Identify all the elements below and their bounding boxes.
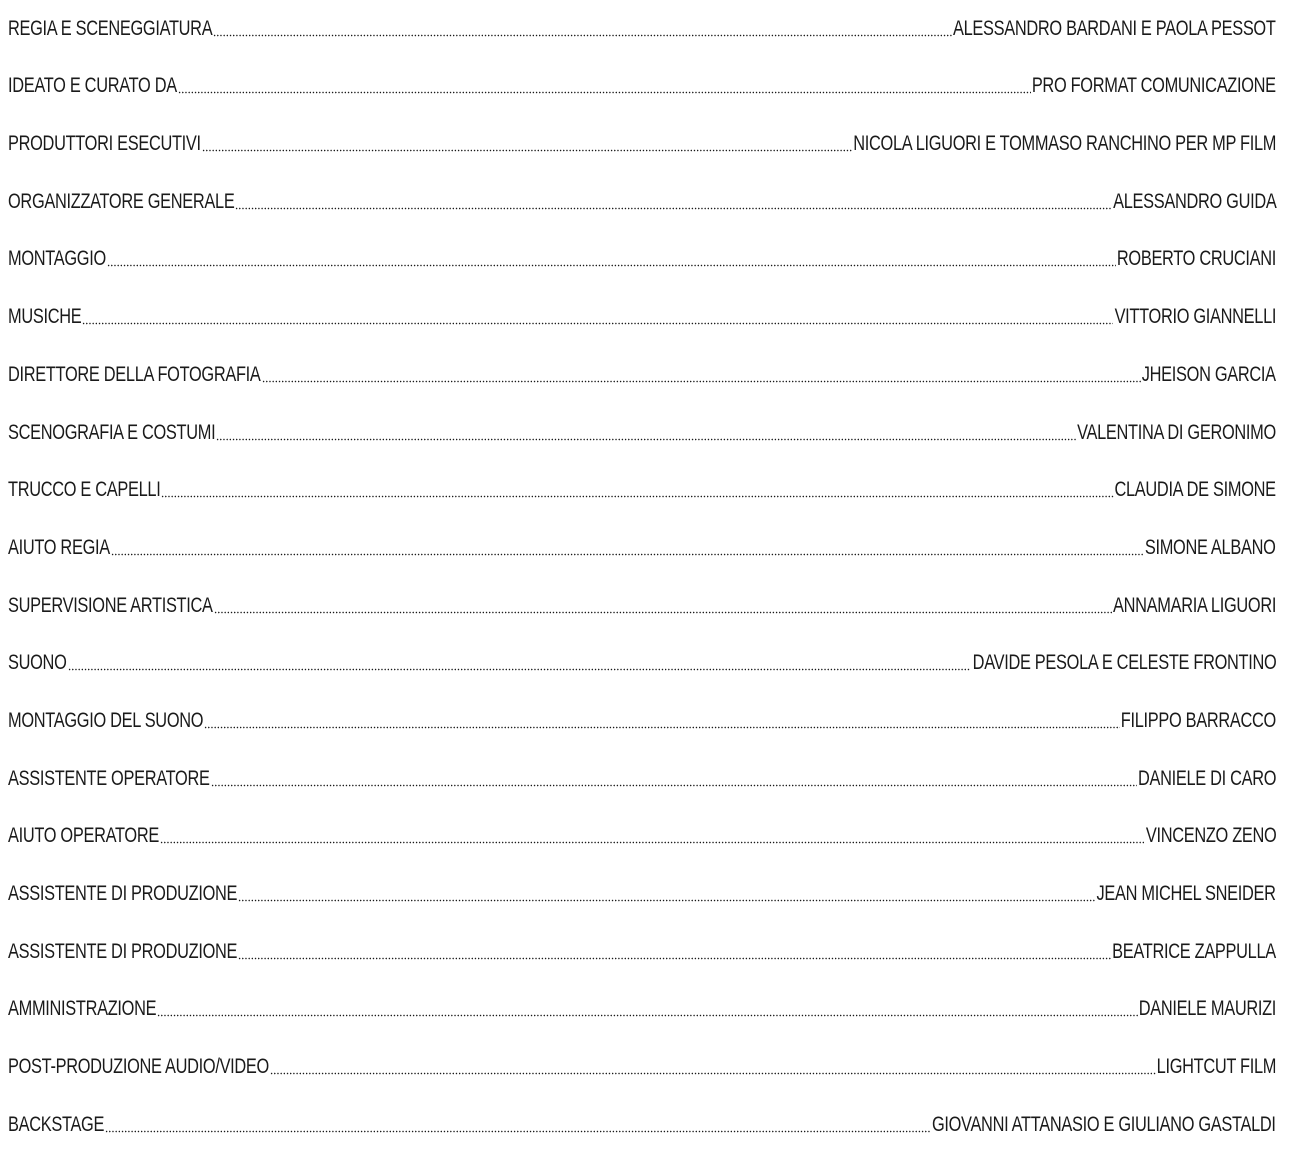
credit-name: BEATRICE ZAPPULLA [1112, 939, 1276, 963]
credit-name: JEAN MICHEL SNEIDER [1096, 882, 1276, 905]
credit-role: MUSICHE [8, 305, 82, 329]
dotted-leader [160, 841, 1144, 844]
credit-row [8, 519, 1276, 577]
credit-row [8, 981, 1276, 1039]
credit-name: VITTORIO GIANNELLI [1114, 305, 1277, 329]
dotted-leader [105, 1130, 931, 1133]
dotted-leader [204, 726, 1120, 729]
credit-role: AMMINISTRAZIONE [8, 997, 157, 1021]
credit-name: DANIELE DI CARO [1138, 766, 1277, 790]
credit-role: REGIA E SCENEGGIATURA [8, 16, 213, 40]
dotted-leader [202, 149, 852, 152]
dotted-leader [111, 553, 1144, 556]
credit-role: DIRETTORE DELLA FOTOGRAFIA [8, 362, 261, 386]
credit-row [8, 692, 1276, 750]
dotted-leader [107, 264, 1116, 267]
credit-name: ALESSANDRO GUIDA [1112, 189, 1276, 213]
credit-name: ROBERTO CRUCIANI [1116, 247, 1277, 271]
credit-name: CLAUDIA DE SIMONE [1114, 478, 1276, 502]
credit-name: GIOVANNI ATTANASIO E GIULIANO GASTALDI [932, 1112, 1276, 1136]
credit-name: VALENTINA DI GERONIMO [1077, 420, 1276, 444]
credit-role: ASSISTENTE OPERATORE [8, 766, 210, 790]
credit-role: IDEATO E CURATO DA [8, 74, 177, 98]
credit-row [8, 750, 1276, 808]
credit-name: PRO FORMAT COMUNICAZIONE [1032, 74, 1276, 98]
credit-role: PRODUTTORI ESECUTIVI [8, 132, 201, 156]
dotted-leader [235, 207, 1111, 210]
credit-role: MONTAGGIO [8, 247, 106, 271]
credit-row [8, 58, 1276, 116]
dotted-leader [211, 784, 1137, 787]
dotted-leader [238, 899, 1096, 902]
credit-role: ASSISTENTE DI PRODUZIONE [8, 939, 238, 963]
credit-row [8, 346, 1276, 404]
credit-role: POST-PRODUZIONE AUDIO/VIDEO [8, 1055, 269, 1079]
dotted-leader [238, 957, 1111, 960]
dotted-leader [161, 495, 1113, 498]
dotted-leader [213, 34, 952, 37]
credit-row [8, 923, 1276, 981]
credit-role: SCENOGRAFIA E COSTUMI [8, 420, 216, 444]
credit-row [8, 288, 1276, 346]
dotted-leader [82, 322, 1113, 325]
credit-row [8, 115, 1276, 173]
credit-name: FILIPPO BARRACCO [1120, 708, 1276, 732]
credit-name: ANNAMARIA LIGUORI [1113, 593, 1277, 617]
credit-row [8, 404, 1276, 462]
credit-role: SUONO [8, 651, 67, 675]
credit-name: ALESSANDRO BARDANI E PAOLA PESSOT [953, 16, 1276, 40]
credit-row [8, 462, 1276, 520]
credit-role: ORGANIZZATORE GENERALE [8, 189, 235, 213]
credit-row [8, 635, 1276, 693]
credit-name: VINCENZO ZENO [1145, 824, 1277, 848]
credit-role: TRUCCO E CAPELLI [8, 478, 161, 502]
credit-role: BACKSTAGE [8, 1112, 105, 1136]
dotted-leader [178, 91, 1031, 94]
credit-role: AIUTO REGIA [8, 535, 110, 559]
credit-role: ASSISTENTE DI PRODUZIONE [8, 882, 238, 905]
credit-name: DANIELE MAURIZI [1138, 997, 1277, 1021]
dotted-leader [157, 1014, 1138, 1017]
credit-role: SUPERVISIONE ARTISTICA [8, 593, 213, 617]
dotted-leader [214, 611, 1112, 614]
credit-role: AIUTO OPERATORE [8, 824, 159, 848]
credit-row [8, 577, 1276, 635]
dotted-leader [270, 1072, 1156, 1075]
dotted-leader [216, 438, 1076, 441]
credit-row [8, 1096, 1276, 1154]
credit-row [8, 808, 1276, 866]
credit-name: JHEISON GARCIA [1142, 362, 1276, 386]
credit-row [8, 1038, 1276, 1096]
credit-row [8, 0, 1276, 58]
credit-row [8, 231, 1276, 289]
credit-name: DAVIDE PESOLA E CELESTE FRONTINO [972, 651, 1277, 675]
credits-list [8, 0, 1276, 1154]
credit-row [8, 865, 1276, 923]
credit-row [8, 173, 1276, 231]
credit-role: MONTAGGIO DEL SUONO [8, 708, 204, 732]
dotted-leader [262, 380, 1142, 383]
credit-name: LIGHTCUT FILM [1156, 1055, 1277, 1079]
credit-name: NICOLA LIGUORI E TOMMASO RANCHINO PER MP FILM [853, 132, 1277, 156]
dotted-leader [68, 668, 972, 671]
credit-name: SIMONE ALBANO [1145, 535, 1276, 559]
